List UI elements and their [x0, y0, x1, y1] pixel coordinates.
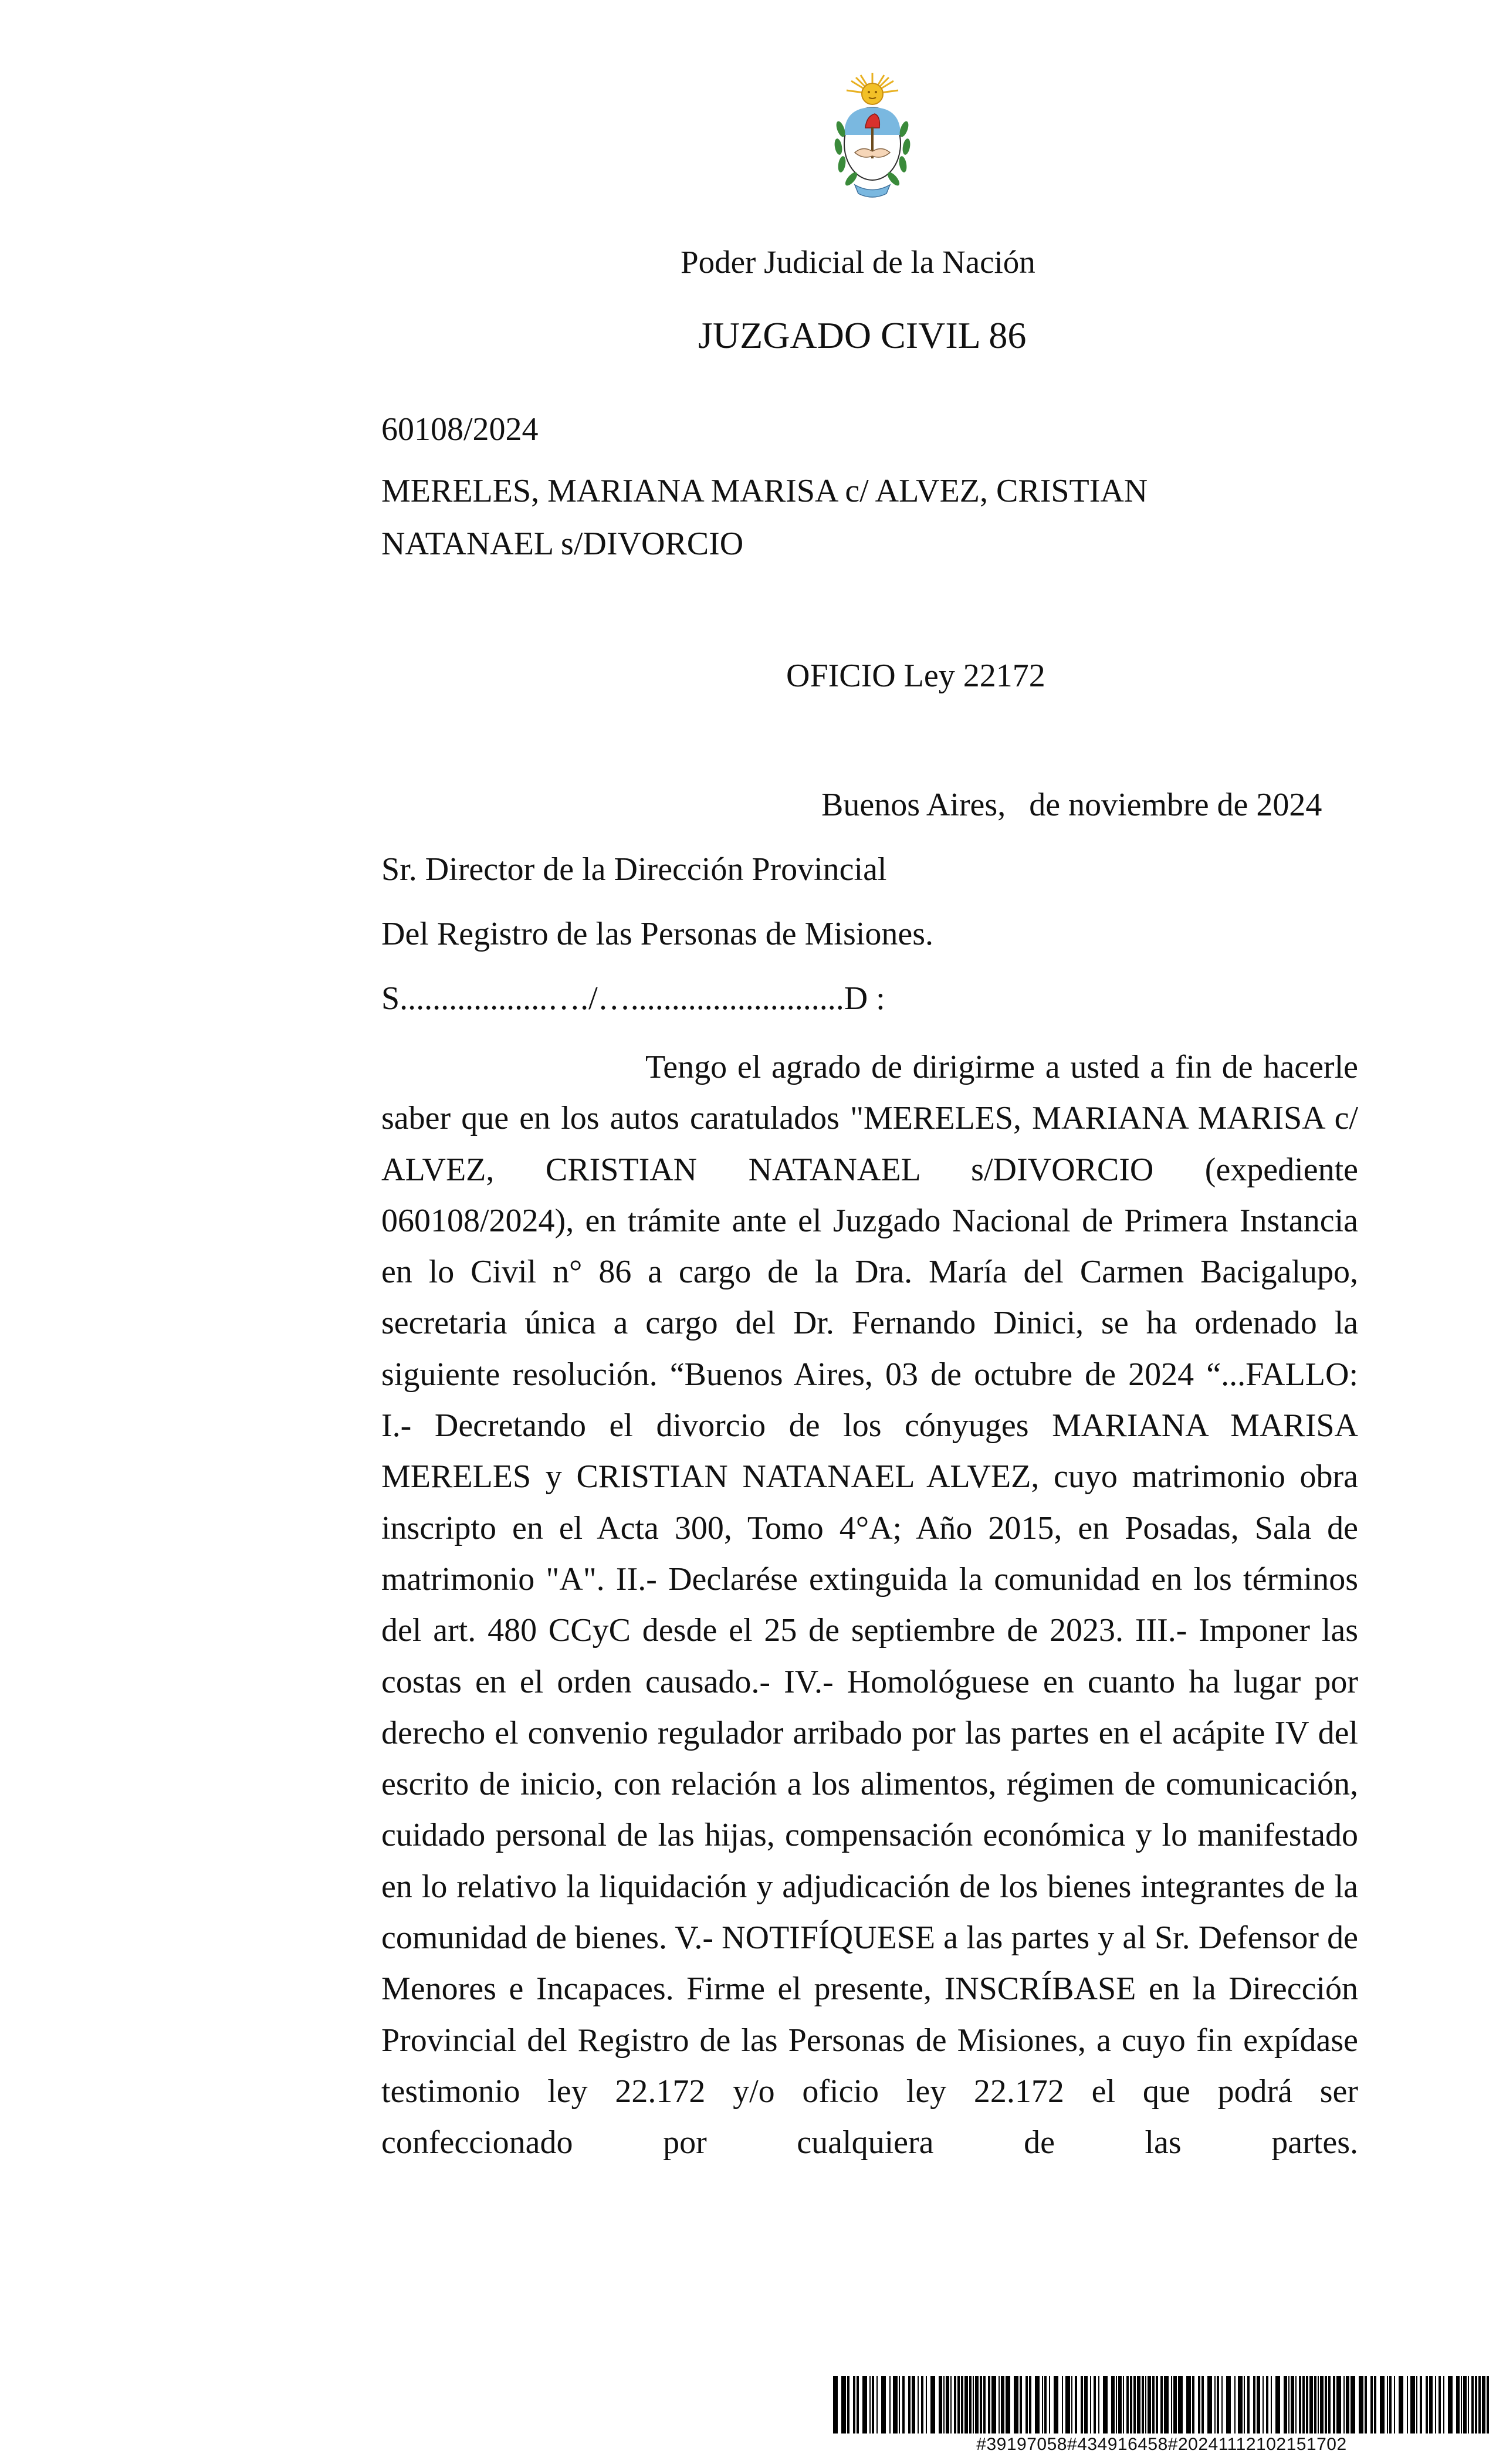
barcode-bar — [1198, 2376, 1200, 2433]
barcode-bar — [1137, 2376, 1140, 2433]
barcode-bar — [1084, 2376, 1088, 2433]
court-name: JUZGADO CIVIL 86 — [698, 314, 1027, 356]
barcode-bar — [946, 2376, 949, 2433]
barcode-bar — [1468, 2376, 1469, 2433]
barcode-bar — [943, 2376, 945, 2433]
barcode-bar — [1103, 2376, 1108, 2433]
barcode-bar — [1443, 2376, 1444, 2433]
barcode-bar — [872, 2376, 874, 2433]
barcode-bar — [980, 2376, 982, 2433]
barcode-icon — [833, 2376, 1490, 2433]
barcode-bar — [1365, 2376, 1367, 2433]
barcode-bar — [1071, 2376, 1072, 2433]
addressee-line-1: Sr. Director de la Dirección Provincial — [381, 851, 887, 888]
barcode-bar — [902, 2376, 905, 2433]
barcode-bar — [1145, 2376, 1146, 2433]
barcode-bar — [1020, 2376, 1022, 2433]
barcode-bar — [1234, 2376, 1236, 2433]
barcode-bar — [1314, 2376, 1316, 2433]
barcode-bar — [1186, 2376, 1191, 2433]
barcode-bar — [847, 2376, 849, 2433]
barcode-bar — [1226, 2376, 1231, 2433]
barcode-bar — [1192, 2376, 1194, 2433]
barcode-bar — [1343, 2376, 1345, 2433]
addressee-line-2: Del Registro de las Personas de Misiones. — [381, 916, 933, 952]
barcode-bar — [1173, 2376, 1177, 2433]
barcode-bar — [1065, 2376, 1070, 2433]
barcode-bar — [1111, 2376, 1115, 2433]
barcode-bar — [841, 2376, 846, 2433]
barcode-bar — [1448, 2376, 1453, 2433]
barcode-bar — [1238, 2376, 1243, 2433]
barcode-bar — [1370, 2376, 1373, 2433]
barcode-bar — [1351, 2376, 1355, 2433]
barcode-bar — [1320, 2376, 1324, 2433]
barcode-bar — [1156, 2376, 1158, 2433]
barcode-bar — [1014, 2376, 1018, 2433]
barcode-bar — [1006, 2376, 1010, 2433]
barcode-bar — [1042, 2376, 1043, 2433]
barcode-bar — [1380, 2376, 1385, 2433]
barcode-bar — [1247, 2376, 1250, 2433]
barcode-bar — [1475, 2376, 1477, 2433]
barcode-bar — [1359, 2376, 1363, 2433]
date-place: Buenos Aires, — [821, 787, 1006, 823]
barcode-bar — [1271, 2376, 1272, 2433]
barcode-bar — [1123, 2376, 1124, 2433]
date-line — [821, 786, 1322, 824]
barcode-bar — [988, 2376, 990, 2433]
barcode-bar — [1288, 2376, 1289, 2433]
barcode-bar — [1471, 2376, 1474, 2433]
barcode-bar — [1336, 2376, 1341, 2433]
barcode-bar — [1299, 2376, 1301, 2433]
barcode-bar — [1291, 2376, 1294, 2433]
barcode-bar — [930, 2376, 935, 2433]
barcode-bar — [1263, 2376, 1264, 2433]
barcode-bar — [1054, 2376, 1058, 2433]
barcode-bar — [1306, 2376, 1308, 2433]
barcode-bar — [1090, 2376, 1091, 2433]
barcode-bar — [1302, 2376, 1305, 2433]
barcode-bar — [893, 2376, 898, 2433]
barcode-bar — [1116, 2376, 1117, 2433]
barcode-bar — [950, 2376, 952, 2433]
barcode-bar — [1142, 2376, 1144, 2433]
barcode-bar — [1318, 2376, 1319, 2433]
barcode-bar — [939, 2376, 942, 2433]
barcode-bar — [1152, 2376, 1155, 2433]
barcode-bar — [1399, 2376, 1403, 2433]
barcode-bar — [1461, 2376, 1462, 2433]
barcode-bar — [1416, 2376, 1417, 2433]
barcode-bar — [1420, 2376, 1422, 2433]
barcode-bar — [1217, 2376, 1219, 2433]
barcode-bar — [1214, 2376, 1216, 2433]
barcode-bar — [1389, 2376, 1392, 2433]
case-number: 60108/2024 — [381, 411, 539, 448]
barcode-bar — [881, 2376, 886, 2433]
barcode-bar — [1487, 2376, 1489, 2433]
barcode-bar — [1244, 2376, 1245, 2433]
barcode-bar — [1333, 2376, 1335, 2433]
barcode-bar — [1429, 2376, 1433, 2433]
barcode-bar — [1407, 2376, 1408, 2433]
barcode-bar — [1309, 2376, 1313, 2433]
barcode-bar — [1387, 2376, 1388, 2433]
barcode-bar — [1426, 2376, 1428, 2433]
barcode-bar — [1025, 2376, 1028, 2433]
barcode-bar — [1253, 2376, 1255, 2433]
case-caption-line-2: NATANAEL s/DIVORCIO — [381, 526, 744, 562]
barcode-text: #39197058#434916458#20241112102151702 — [976, 2435, 1347, 2454]
document-type: OFICIO Ley 22172 — [786, 658, 1045, 694]
barcode-bar — [1148, 2376, 1151, 2433]
barcode-bar — [975, 2376, 979, 2433]
barcode-bar — [1075, 2376, 1077, 2433]
barcode-bar — [857, 2376, 859, 2433]
barcode-bar — [1160, 2376, 1163, 2433]
barcode-bar — [1094, 2376, 1096, 2433]
case-caption-line-1: MERELES, MARIANA MARISA c/ ALVEZ, CRISTIAN — [381, 473, 1148, 509]
barcode-bar — [926, 2376, 927, 2433]
salutation: S..................…./…..........................D : — [381, 980, 885, 1017]
barcode-bar — [1171, 2376, 1172, 2433]
barcode-bar — [1328, 2376, 1331, 2433]
barcode-bar — [876, 2376, 878, 2433]
barcode-bar — [1266, 2376, 1268, 2433]
national-coat-of-arms-icon — [824, 70, 921, 211]
barcode-bar — [918, 2376, 919, 2433]
barcode-bar — [1221, 2376, 1223, 2433]
barcode-bar — [908, 2376, 911, 2433]
barcode-bar — [1482, 2376, 1485, 2433]
barcode-bar — [1062, 2376, 1063, 2433]
barcode-bar — [1394, 2376, 1395, 2433]
barcode-bar — [1374, 2376, 1376, 2433]
barcode-bar — [961, 2376, 963, 2433]
barcode-bar — [912, 2376, 915, 2433]
barcode-bar — [1035, 2376, 1040, 2433]
barcode-bar — [1207, 2376, 1212, 2433]
barcode-bar — [969, 2376, 972, 2433]
institution-name: Poder Judicial de la Nación — [681, 244, 1035, 280]
barcode-bar — [862, 2376, 867, 2433]
barcode-bar — [1478, 2376, 1481, 2433]
barcode-bar — [1435, 2376, 1436, 2433]
body-paragraph: Tengo el agrado de dirigirme a usted a fin de hacerle saber que en los autos caratulados "MERELES, MARIANA MARISA c/ ALVEZ, CRISTIAN NATANAEL s/DIVORCIO (expediente 060108/2024), en trámite ante el Juzgado Nacional de Primera Instancia en lo Civil n° 86 a cargo de la Dra. María del Carmen Bacigalupo, secretaria única a cargo del Dr. Fernando Dinici, se ha ordenado la siguiente resolución. “Buenos Aires, 03 de octubre de 2024 “...FALLO: I.- Decretando el divorcio de los cónyuges MARIANA MARISA MERELES y CRISTIAN NATANAEL ALVEZ, cuyo matrimonio obra inscripto en el Acta 300, Tomo 4°A; Año 2015, en Posadas, Sala de matrimonio "A". II.- Declarése extinguida la comunidad en los términos del art. 480 CCyC desde el 25 de septiembre de 2023. III.- Imponer las costas en el orden causado.- IV.- Homológuese en cuanto ha lugar por derecho el convenio regulador arribado por las partes en el acápite IV del escrito de inicio, con relación a los alimentos, régimen de comunicación, cuidado personal de las hijas, compensación económica y lo manifestado en lo relativo la liquidación y adjudicación de los bienes integrantes de la comunidad de bienes. V.- NOTIFÍQUESE a las partes y al Sr. Defensor de Menores e Incapaces. Firme el presente, INSCRÍBASE en la Dirección Provincial del Registro de las Personas de Misiones, a cuyo fin expídase testimonio ley 22.172 y/o oficio ley 22.172 el que podrá ser confeccionado por cualquiera de las partes. — [381, 1049, 1358, 2161]
barcode-bar — [1410, 2376, 1415, 2433]
barcode-bar — [1275, 2376, 1280, 2433]
barcode-bar — [1201, 2376, 1204, 2433]
barcode-bar — [889, 2376, 891, 2433]
barcode-bar — [1439, 2376, 1441, 2433]
barcode-bar — [973, 2376, 974, 2433]
barcode-bar — [1295, 2376, 1297, 2433]
barcode-bar — [1126, 2376, 1129, 2433]
barcode-bar — [921, 2376, 923, 2433]
barcode-bar — [991, 2376, 996, 2433]
barcode-bar — [1130, 2376, 1132, 2433]
barcode-bar — [1178, 2376, 1183, 2433]
barcode-bar — [1325, 2376, 1327, 2433]
barcode-bar — [983, 2376, 986, 2433]
barcode-bar — [1257, 2376, 1260, 2433]
barcode-bar — [1346, 2376, 1349, 2433]
barcode-bar — [1284, 2376, 1287, 2433]
barcode-bar — [1049, 2376, 1050, 2433]
barcode-bar — [1081, 2376, 1083, 2433]
barcode-bar — [1044, 2376, 1047, 2433]
barcode-bar — [1463, 2376, 1467, 2433]
barcode-bar — [1164, 2376, 1169, 2433]
barcode-bar — [899, 2376, 900, 2433]
barcode-bar — [869, 2376, 871, 2433]
barcode-bar — [1133, 2376, 1136, 2433]
barcode-bar — [1001, 2376, 1004, 2433]
barcode-bar — [1118, 2376, 1122, 2433]
barcode-bar — [964, 2376, 968, 2433]
barcode-bar — [954, 2376, 956, 2433]
barcode-bar — [833, 2376, 838, 2433]
barcode-bar — [1029, 2376, 1031, 2433]
date-value: de noviembre de 2024 — [1029, 787, 1322, 823]
barcode-bar — [957, 2376, 960, 2433]
barcode-bar — [853, 2376, 855, 2433]
barcode-bar — [999, 2376, 1000, 2433]
barcode-bar — [1456, 2376, 1460, 2433]
barcode-bar — [1098, 2376, 1099, 2433]
